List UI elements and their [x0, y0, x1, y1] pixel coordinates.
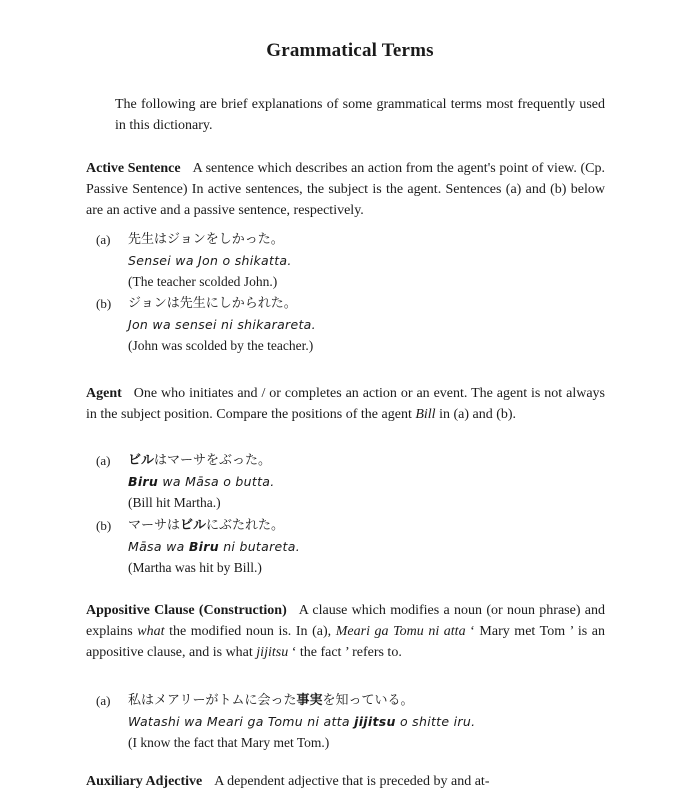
- example-b: [96, 293, 616, 356]
- entry-appositive-clause: Appositive Clause (Construction) A clause which modifies a noun (or noun phrase) and explains what the modified noun is. In (a), Meari ga Tomu ni atta ‘ Mary met Tom ’ is an appositive clause, and is what jijitsu ‘ the fact ’ refers to.: [86, 603, 606, 660]
- example-a: [96, 450, 616, 513]
- term-heading-parenthetical: (Construction): [198, 603, 287, 618]
- term-definition-italic: Bill: [415, 407, 436, 422]
- romaji-line: Jon wa sensei ni shikarareta.: [128, 317, 316, 332]
- term-heading: Appositive Clause: [86, 603, 195, 618]
- example-a: [96, 229, 616, 292]
- example-marker: (a): [96, 232, 111, 247]
- japanese-line: ビルはマーサをぶった。: [128, 453, 272, 468]
- example-marker: (a): [96, 693, 111, 708]
- term-definition: A sentence which describes an action from the agent's point of view. (Cp. Passive Sentence) In active sentences, the subject is the agent. Sentences (a) and (b) below are an active and a passive sentence, respectively.: [86, 161, 606, 218]
- entry-active-sentence: [86, 158, 605, 221]
- gloss-line: (The teacher scolded John.): [128, 274, 278, 289]
- entry-auxiliary-adjective: [86, 771, 605, 792]
- romaji-line: Watashi wa Meari ga Tomu ni atta jijitsu o shitte iru.: [128, 714, 476, 729]
- romaji-line: Biru wa Māsa o butta.: [128, 474, 275, 489]
- entry-agent: [86, 383, 605, 425]
- romaji-line: Sensei wa Jon o shikatta.: [128, 253, 292, 268]
- example-b: [96, 515, 616, 578]
- japanese-line: 私はメアリーがトムに会った事実を知っている。: [128, 693, 414, 708]
- term-definition: One who initiates and / or completes an action or an event. The agent is not always in the subject position. Compare the positions of the agent: [86, 386, 605, 422]
- romaji-line: Māsa wa Biru ni butareta.: [128, 539, 300, 554]
- example-marker: (b): [96, 518, 112, 533]
- gloss-line: (John was scolded by the teacher.): [128, 338, 314, 353]
- term-heading: Active Sentence: [86, 161, 181, 176]
- japanese-line: ジョンは先生にしかられた。: [128, 296, 297, 311]
- page-title: Grammatical Terms: [266, 40, 434, 61]
- intro-paragraph: The following are brief explanations of some grammatical terms most frequently used in this dictionary.: [115, 97, 605, 133]
- gloss-line: (Martha was hit by Bill.): [128, 560, 262, 575]
- term-definition: A clause which modifies a noun (or noun phrase) and explains: [86, 603, 606, 639]
- example-a: [96, 690, 616, 753]
- term-definition: in (a) and (b).: [435, 407, 517, 422]
- example-marker: (a): [96, 453, 111, 468]
- japanese-line: 先生はジョンをしかった。: [128, 232, 284, 247]
- term-heading: Agent: [86, 386, 122, 401]
- term-heading: Auxiliary Adjective: [86, 774, 203, 789]
- japanese-line: マーサはビルにぶたれた。: [128, 518, 285, 533]
- gloss-line: (Bill hit Martha.): [128, 495, 221, 510]
- gloss-line: (I know the fact that Mary met Tom.): [128, 735, 330, 750]
- term-definition: A dependent adjective that is preceded by and at-: [214, 774, 490, 789]
- example-marker: (b): [96, 296, 112, 311]
